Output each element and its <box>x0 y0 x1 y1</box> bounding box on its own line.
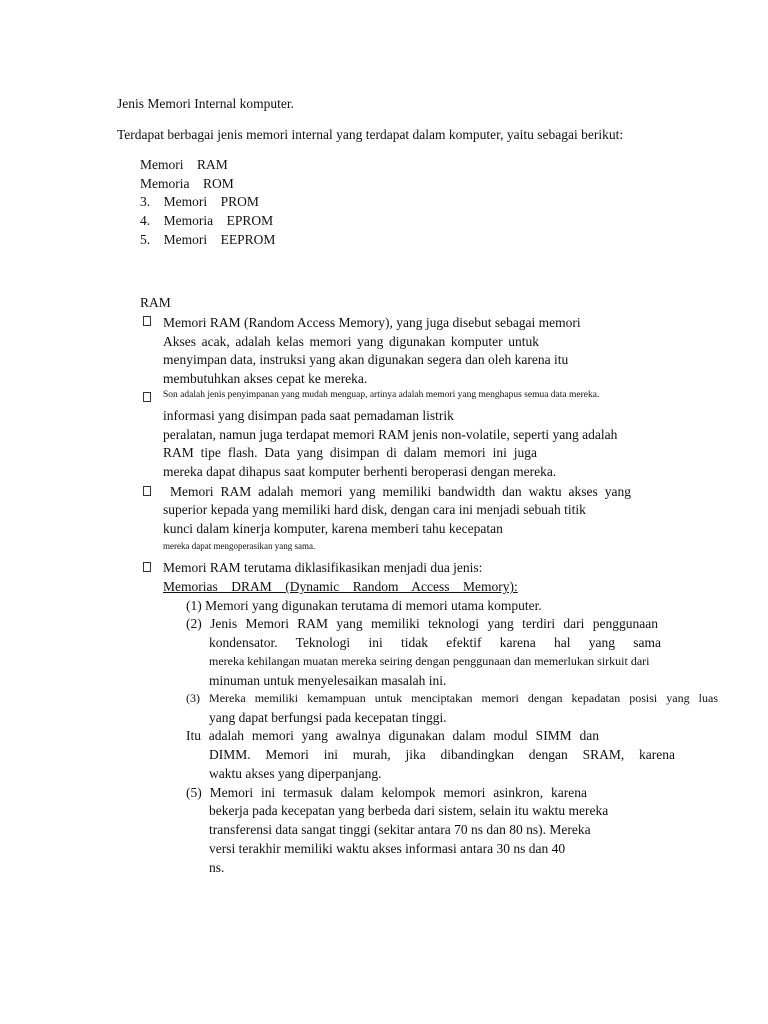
dram-item-3: (3) Mereka memiliki kemampuan untuk menciptakan memori dengan kepadatan posisi yang luas <box>186 691 718 705</box>
section-heading-ram: RAM <box>140 295 171 310</box>
paragraph-line: transferensi data sangat tinggi (sekitar antara 70 ns dan 80 ns). Mereka <box>209 822 591 837</box>
paragraph-line: informasi yang disimpan pada saat pemadaman listrik <box>163 408 454 423</box>
paragraph-line: membutuhkan akses cepat ke mereka. <box>163 371 368 386</box>
dram-item-2: (2) Jenis Memori RAM yang memiliki teknologi yang terdiri dari penggunaan <box>186 616 658 631</box>
list-item: Memori RAM <box>140 157 228 172</box>
paragraph-line: bekerja pada kecepatan yang berbeda dari sistem, selain itu waktu mereka <box>209 803 609 818</box>
paragraph-line: Memori RAM adalah memori yang memiliki bandwidth dan waktu akses yang <box>170 484 631 499</box>
bullet-icon <box>141 314 153 328</box>
paragraph-line: mereka dapat dihapus saat komputer berhenti beroperasi dengan mereka. <box>163 464 557 479</box>
paragraph-line: ns. <box>209 860 225 875</box>
paragraph-line: versi terakhir memiliki waktu akses informasi antara 30 ns dan 40 <box>209 841 566 856</box>
dram-heading: Memorias DRAM (Dynamic Random Access Memory): <box>163 579 518 594</box>
list-item: 4. Memoria EPROM <box>140 213 274 228</box>
intro-paragraph: Terdapat berbagai jenis memori internal yang terdapat dalam komputer, yaitu sebagai berikut: <box>117 127 624 142</box>
paragraph-line: kondensator. Teknologi ini tidak efektif karena hal yang sama <box>209 635 661 650</box>
dram-item-4: Itu adalah memori yang awalnya digunakan dalam modul SIMM dan <box>186 728 599 743</box>
paragraph-line: Memori RAM terutama diklasifikasikan menjadi dua jenis: <box>163 560 483 575</box>
list-item: 5. Memori EEPROM <box>140 232 276 247</box>
paragraph-line: Akses acak, adalah kelas memori yang digunakan komputer untuk <box>163 334 539 349</box>
dram-item-5: (5) Memori ini termasuk dalam kelompok memori asinkron, karena <box>186 785 587 800</box>
paragraph-line: Son adalah jenis penyimpanan yang mudah menguap, artinya adalah memori yang menghapus semua data mereka. <box>163 390 600 400</box>
paragraph-line: Memori RAM (Random Access Memory), yang juga disebut sebagai memori <box>163 315 581 330</box>
bullet-icon <box>141 560 153 574</box>
list-item: 3. Memori PROM <box>140 194 259 209</box>
paragraph-line: minuman untuk menyelesaikan masalah ini. <box>209 673 447 688</box>
bullet-icon <box>141 390 153 404</box>
paragraph-line: peralatan, namun juga terdapat memori RAM jenis non-volatile, seperti yang adalah <box>163 427 618 442</box>
paragraph-line: RAM tipe flash. Data yang disimpan di dalam memori ini juga <box>163 445 537 460</box>
paragraph-line: kunci dalam kinerja komputer, karena memberi tahu kecepatan <box>163 521 503 536</box>
document-title: Jenis Memori Internal komputer. <box>117 96 294 111</box>
bullet-icon <box>141 484 153 498</box>
paragraph-line: mereka dapat mengoperasikan yang sama. <box>163 541 316 551</box>
paragraph-line: menyimpan data, instruksi yang akan digunakan segera dan oleh karena itu <box>163 352 569 367</box>
paragraph-line: DIMM. Memori ini murah, jika dibandingkan dengan SRAM, karena <box>209 747 675 762</box>
paragraph-line: superior kepada yang memiliki hard disk, dengan cara ini menjadi sebuah titik <box>163 502 586 517</box>
paragraph-line: waktu akses yang diperpanjang. <box>209 766 382 781</box>
list-item: Memoria ROM <box>140 176 234 191</box>
paragraph-line: mereka kehilangan muatan mereka seiring dengan penggunaan dan memerlukan sirkuit dari <box>209 654 650 668</box>
paragraph-line: yang dapat berfungsi pada kecepatan tinggi. <box>209 710 447 725</box>
dram-item-1: (1) Memori yang digunakan terutama di memori utama komputer. <box>186 598 542 613</box>
